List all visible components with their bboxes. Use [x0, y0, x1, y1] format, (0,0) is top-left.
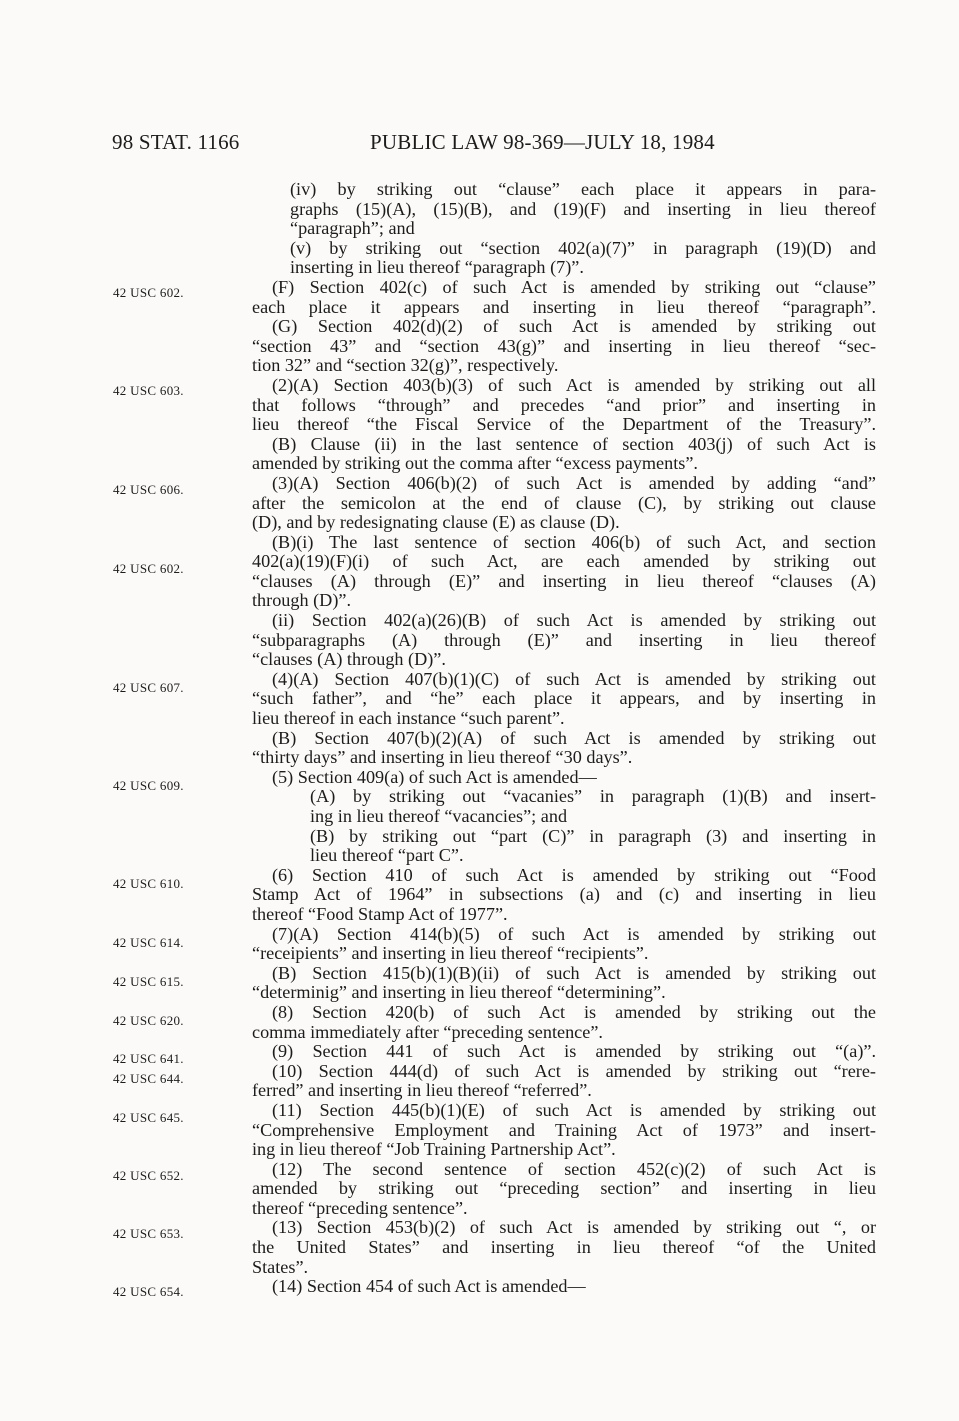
text-line: (A) by striking out “vacanies” in paragraph (1)(B) and insert-: [310, 786, 876, 807]
text-line: “thirty days” and inserting in lieu thereof “30 days”.: [252, 747, 633, 768]
margin-citation: 42 USC 653.: [113, 1226, 184, 1241]
margin-citation: 42 USC 645.: [113, 1110, 184, 1125]
text-line: amended by striking out “preceding section” and inserting in lieu: [252, 1178, 876, 1199]
margin-notes: [0, 0, 240, 1421]
text-line: (9) Section 441 of such Act is amended by striking out “(a)”.: [272, 1041, 876, 1062]
text-line: thereof “Food Stamp Act of 1977”.: [252, 903, 508, 924]
text-line: (B) Clause (ii) in the last sentence of section 403(j) of such Act is: [272, 433, 876, 454]
text-line: lieu thereof in each instance “such parent”.: [252, 708, 565, 729]
text-line: “section 43” and “section 43(g)” and inserting in lieu thereof “sec-: [252, 335, 876, 356]
text-line: (B)(i) The last sentence of section 406(b) of such Act, and section: [272, 531, 876, 552]
margin-citation: 42 USC 602.: [113, 285, 184, 300]
margin-citation: 42 USC 641.: [113, 1051, 184, 1066]
text-line: “clauses (A) through (E)” and inserting in lieu thereof “clauses (A): [252, 570, 876, 591]
text-line: after the semicolon at the end of clause (C), by striking out clause: [252, 492, 876, 513]
text-line: (7)(A) Section 414(b)(5) of such Act is amended by striking out: [272, 923, 876, 944]
text-line: (iv) by striking out “clause” each place it appears in para-: [290, 179, 876, 199]
margin-citation: 42 USC 614.: [113, 935, 184, 950]
margin-citation: 42 USC 610.: [113, 876, 184, 891]
text-line: thereof “preceding sentence”.: [252, 1197, 468, 1218]
margin-citation: 42 USC 602.: [113, 561, 184, 576]
margin-citation: 42 USC 620.: [113, 1013, 184, 1028]
text-line: Stamp Act of 1964” in subsections (a) and (c) and inserting in lieu: [252, 884, 876, 905]
text-line: “paragraph”; and: [290, 218, 415, 239]
statute-body-text: [252, 180, 876, 1297]
margin-citation: 42 USC 652.: [113, 1168, 184, 1183]
margin-citation: 42 USC 654.: [113, 1284, 184, 1299]
margin-citation: 42 USC 609.: [113, 778, 184, 793]
text-line: lieu thereof “part C”.: [310, 845, 464, 866]
text-line: “subparagraphs (A) through (E)” and inserting in lieu thereof: [252, 629, 876, 650]
text-line: (12) The second sentence of section 452(c)(2) of such Act is: [272, 1158, 876, 1179]
text-line: graphs (15)(A), (15)(B), and (19)(F) and inserting in lieu thereof: [290, 198, 876, 219]
margin-citation: 42 USC 603.: [113, 383, 184, 398]
text-line: the United States” and inserting in lieu thereof “of the United: [252, 1237, 876, 1258]
text-line: tion 32” and “section 32(g)”, respectively.: [252, 355, 559, 376]
text-line: lieu thereof “the Fiscal Service of the Department of the Treasury”.: [252, 414, 876, 435]
text-line: comma immediately after “preceding sentence”.: [252, 1021, 603, 1042]
text-line: (2)(A) Section 403(b)(3) of such Act is amended by striking out all: [272, 374, 876, 395]
text-line: (D), and by redesignating clause (E) as clause (D).: [252, 512, 620, 533]
text-line: (B) Section 407(b)(2)(A) of such Act is amended by striking out: [272, 727, 876, 748]
margin-citation: 42 USC 615.: [113, 974, 184, 989]
text-line: that follows “through” and precedes “and prior” and inserting in: [252, 394, 876, 415]
margin-citation: 42 USC 644.: [113, 1071, 184, 1086]
text-line: “determinig” and inserting in lieu thereof “determining”.: [252, 982, 666, 1003]
text-line: (F) Section 402(c) of such Act is amended by striking out “clause”: [272, 276, 876, 297]
text-line: ferred” and inserting in lieu thereof “referred”.: [252, 1080, 592, 1101]
text-line: (13) Section 453(b)(2) of such Act is amended by striking out “, or: [272, 1217, 876, 1238]
text-line: inserting in lieu thereof “paragraph (7)”.: [290, 257, 584, 278]
text-line: “receipients” and inserting in lieu thereof “recipients”.: [252, 943, 649, 964]
text-line: (B) by striking out “part (C)” in paragraph (3) and inserting in: [310, 825, 876, 846]
text-line: (v) by striking out “section 402(a)(7)” in paragraph (19)(D) and: [290, 237, 876, 258]
text-line: “such father”, and “he” each place it appears, and by inserting in: [252, 688, 876, 709]
text-line: through (D)”.: [252, 590, 351, 611]
text-line: (B) Section 415(b)(1)(B)(ii) of such Act is amended by striking out: [272, 962, 876, 983]
text-line: (6) Section 410 of such Act is amended by striking out “Food: [272, 864, 876, 885]
text-line: “Comprehensive Employment and Training Act of 1973” and insert-: [252, 1119, 876, 1140]
public-law-title: PUBLIC LAW 98-369—JULY 18, 1984: [370, 130, 715, 154]
margin-citation: 42 USC 606.: [113, 482, 184, 497]
text-line: (10) Section 444(d) of such Act is amended by striking out “rere-: [272, 1060, 876, 1081]
text-line: (5) Section 409(a) of such Act is amended—: [272, 766, 597, 787]
text-line: (4)(A) Section 407(b)(1)(C) of such Act is amended by striking out: [272, 668, 876, 689]
text-line: ing in lieu thereof “Job Training Partnership Act”.: [252, 1139, 616, 1160]
text-line: 402(a)(19)(F)(i) of such Act, are each amended by striking out: [252, 551, 876, 572]
text-line: “clauses (A) through (D)”.: [252, 649, 446, 670]
text-line: (14) Section 454 of such Act is amended—: [272, 1276, 586, 1297]
text-line: (8) Section 420(b) of such Act is amended by striking out the: [272, 1001, 876, 1022]
text-line: (3)(A) Section 406(b)(2) of such Act is amended by adding “and”: [272, 472, 876, 493]
text-line: (G) Section 402(d)(2) of such Act is amended by striking out: [272, 316, 876, 337]
text-line: (ii) Section 402(a)(26)(B) of such Act is amended by striking out: [272, 610, 876, 631]
text-line: ing in lieu thereof “vacancies”; and: [310, 806, 568, 826]
margin-citation: 42 USC 607.: [113, 680, 184, 695]
text-line: amended by striking out the comma after “excess payments”.: [252, 453, 698, 474]
text-line: States”.: [252, 1256, 309, 1277]
text-line: (11) Section 445(b)(1)(E) of such Act is amended by striking out: [272, 1099, 876, 1120]
statute-page-number: 98 STAT. 1166: [112, 130, 240, 154]
text-line: each place it appears and inserting in lieu thereof “paragraph”.: [252, 296, 876, 317]
